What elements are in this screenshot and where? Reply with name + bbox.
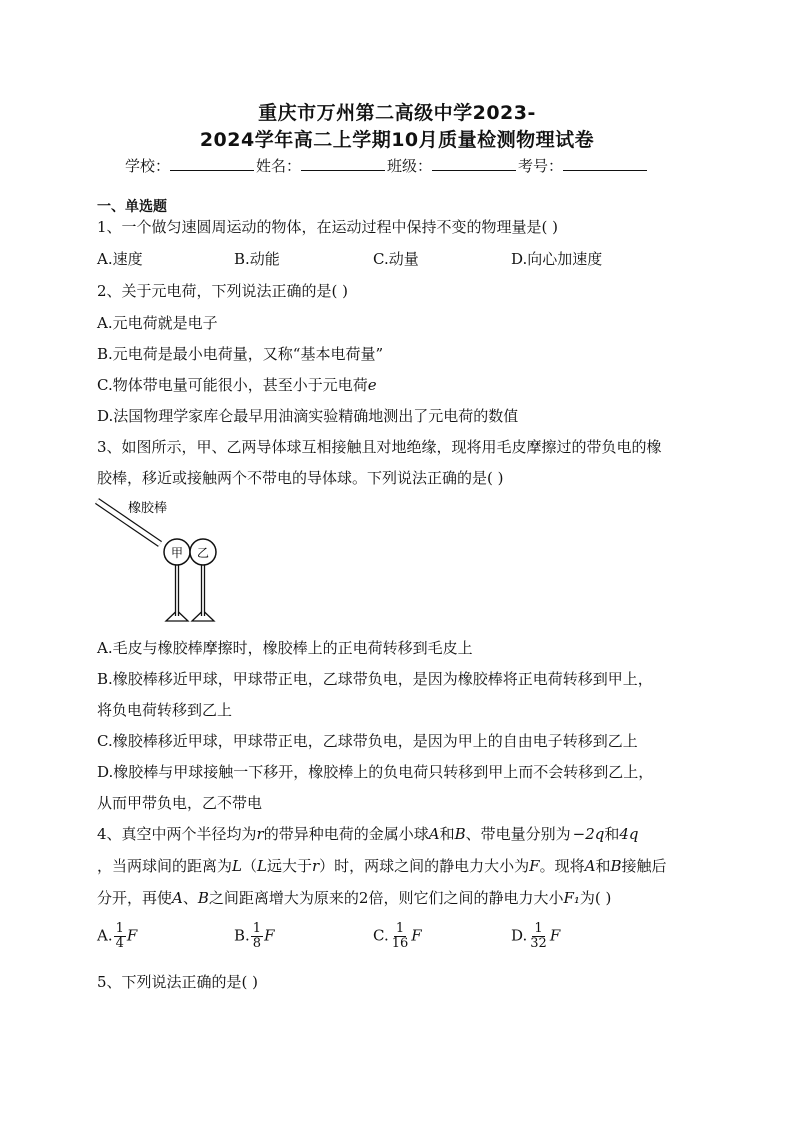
exam-number-label: 考号： — [518, 157, 564, 175]
q4-stem-line2 — [97, 855, 667, 876]
q4-var-a: A — [172, 889, 183, 907]
q4-var-f: F — [264, 926, 275, 945]
q4-var-b: B — [197, 889, 209, 907]
q4-text: 远大于 — [266, 857, 312, 875]
q4-text: 、带电量分别为 — [465, 825, 571, 843]
q1-option-a[interactable]: A.速度 — [97, 250, 143, 268]
denominator: 4 — [115, 936, 124, 951]
fraction — [390, 922, 411, 951]
numerator: 1 — [115, 921, 124, 936]
q2-option-c[interactable] — [97, 374, 377, 395]
q4-var-a: A — [428, 825, 440, 843]
q3-option-b-line2: 将负电荷转移到乙上 — [97, 701, 233, 719]
q4-text: （ — [241, 857, 257, 875]
q4-charge-2: 4q — [619, 825, 639, 843]
school-blank[interactable] — [170, 156, 254, 171]
q3-figure — [92, 494, 242, 626]
q4-var-f: F — [126, 926, 138, 945]
ball-jia — [164, 539, 190, 621]
q4-var-b: B — [454, 825, 466, 843]
q4-var-r: r — [256, 825, 264, 843]
name-blank[interactable] — [301, 156, 385, 171]
q4-option-d[interactable] — [511, 922, 560, 951]
denominator: 8 — [252, 936, 262, 951]
q1-option-d[interactable]: D.向心加速度 — [511, 250, 603, 268]
q4-text: 和 — [595, 857, 611, 875]
ball-jia-label: 甲 — [170, 546, 184, 560]
student-info-row — [125, 155, 685, 176]
q3-option-d-line2: 从而甲带负电，乙不带电 — [97, 794, 263, 812]
denominator: 32 — [530, 936, 547, 951]
numerator: 1 — [252, 921, 262, 936]
q4-var-f: F — [549, 926, 561, 945]
q4-option-c[interactable] — [373, 922, 422, 951]
q4-text: ）时，两球之间的静电力大小为 — [319, 857, 530, 875]
q4-var-r: r — [311, 857, 320, 875]
q4-text: 的带异种电荷的金属小球 — [263, 825, 429, 843]
q5-stem: 5、下列说法正确的是( ) — [97, 973, 259, 991]
q4-stem-line1 — [97, 823, 639, 844]
rod-label: 橡胶棒 — [128, 501, 168, 516]
school-label: 学校： — [125, 157, 171, 175]
exam-number-blank[interactable] — [563, 156, 647, 171]
q4-var-b: B — [610, 857, 622, 875]
option-label: B. — [234, 926, 250, 945]
q4-text: ，当两球间的距离为 — [97, 857, 233, 875]
name-label: 姓名： — [256, 157, 302, 175]
q2-option-b[interactable]: B.元电荷是最小电荷量，又称“基本电荷量” — [97, 345, 384, 363]
q4-var-f1: F₁ — [563, 889, 580, 907]
q4-text: 之间距离增大为原来的2倍，则它们之间的静电力大小 — [208, 889, 564, 907]
ball-yi — [190, 539, 216, 621]
q4-text: 分开，再使 — [97, 889, 173, 907]
fraction — [114, 922, 126, 951]
q4-text: 和 — [439, 825, 455, 843]
q2-option-a[interactable]: A.元电荷就是电子 — [97, 314, 218, 332]
q4-var-f: F — [411, 926, 422, 945]
q4-text: 、 — [182, 889, 198, 907]
q3-option-a[interactable]: A.毛皮与橡胶棒摩擦时，橡胶棒上的正电荷转移到毛皮上 — [97, 639, 473, 657]
fraction — [251, 922, 263, 951]
q3-option-d-line1[interactable]: D.橡胶棒与甲球接触一下移开，橡胶棒上的负电荷只转移到甲上而不会转移到乙上， — [97, 763, 654, 781]
option-label: A. — [97, 926, 113, 945]
q1-option-b[interactable]: B.动能 — [234, 250, 280, 268]
option-label: D. — [511, 926, 528, 945]
q4-var-l: L — [232, 857, 242, 875]
q4-var-a: A — [584, 857, 596, 875]
q2-stem: 2、关于元电荷，下列说法正确的是( ) — [97, 282, 349, 300]
numerator: 1 — [534, 921, 543, 936]
q4-var-f: F — [529, 857, 540, 875]
q4-var-l: L — [257, 857, 267, 875]
q4-text: 接触后 — [621, 857, 667, 875]
numerator: 1 — [395, 921, 405, 936]
q4-text: 和 — [604, 825, 620, 843]
section-title: 一、单选题 — [97, 199, 167, 215]
q3-stem-line2: 胶棒，移近或接触两个不带电的导体球。下列说法正确的是( ) — [97, 469, 504, 487]
q4-charge-1: −2q — [572, 825, 605, 843]
q2-option-c-text: C.物体带电量可能很小，甚至小于元电荷 — [97, 376, 368, 394]
q3-option-b-line1[interactable]: B.橡胶棒移近甲球，甲球带正电，乙球带负电，是因为橡胶棒将正电荷转移到甲上， — [97, 670, 653, 688]
denominator: 16 — [391, 936, 409, 951]
q4-option-b[interactable] — [234, 922, 275, 951]
q2-option-c-var: e — [367, 376, 377, 394]
q4-text: 为( ) — [579, 889, 612, 907]
fraction — [528, 922, 549, 951]
q3-stem-line1: 3、如图所示，甲、乙两导体球互相接触且对地绝缘，现将用毛皮摩擦过的带负电的橡 — [97, 438, 662, 456]
q2-option-d[interactable]: D.法国物理学家库仑最早用油滴实验精确地测出了元电荷的数值 — [97, 407, 519, 425]
q4-text: 4、真空中两个半径均为 — [97, 825, 257, 843]
q4-option-a[interactable] — [97, 922, 137, 951]
option-label: C. — [373, 926, 389, 945]
ball-yi-label: 乙 — [196, 546, 210, 560]
exam-title-line2: 2024学年高二上学期10月质量检测物理试卷 — [199, 129, 595, 151]
class-label: 班级： — [387, 157, 433, 175]
q4-stem-line3 — [97, 887, 611, 908]
q4-text: 。现将 — [539, 857, 585, 875]
q3-option-c[interactable]: C.橡胶棒移近甲球，甲球带正电，乙球带负电，是因为甲上的自由电子转移到乙上 — [97, 732, 638, 750]
class-blank[interactable] — [432, 156, 516, 171]
exam-title-line1: 重庆市万州第二高级中学2023- — [258, 102, 536, 124]
q1-option-c[interactable]: C.动量 — [373, 250, 419, 268]
q1-stem: 1、一个做匀速圆周运动的物体，在运动过程中保持不变的物理量是( ) — [97, 218, 559, 236]
